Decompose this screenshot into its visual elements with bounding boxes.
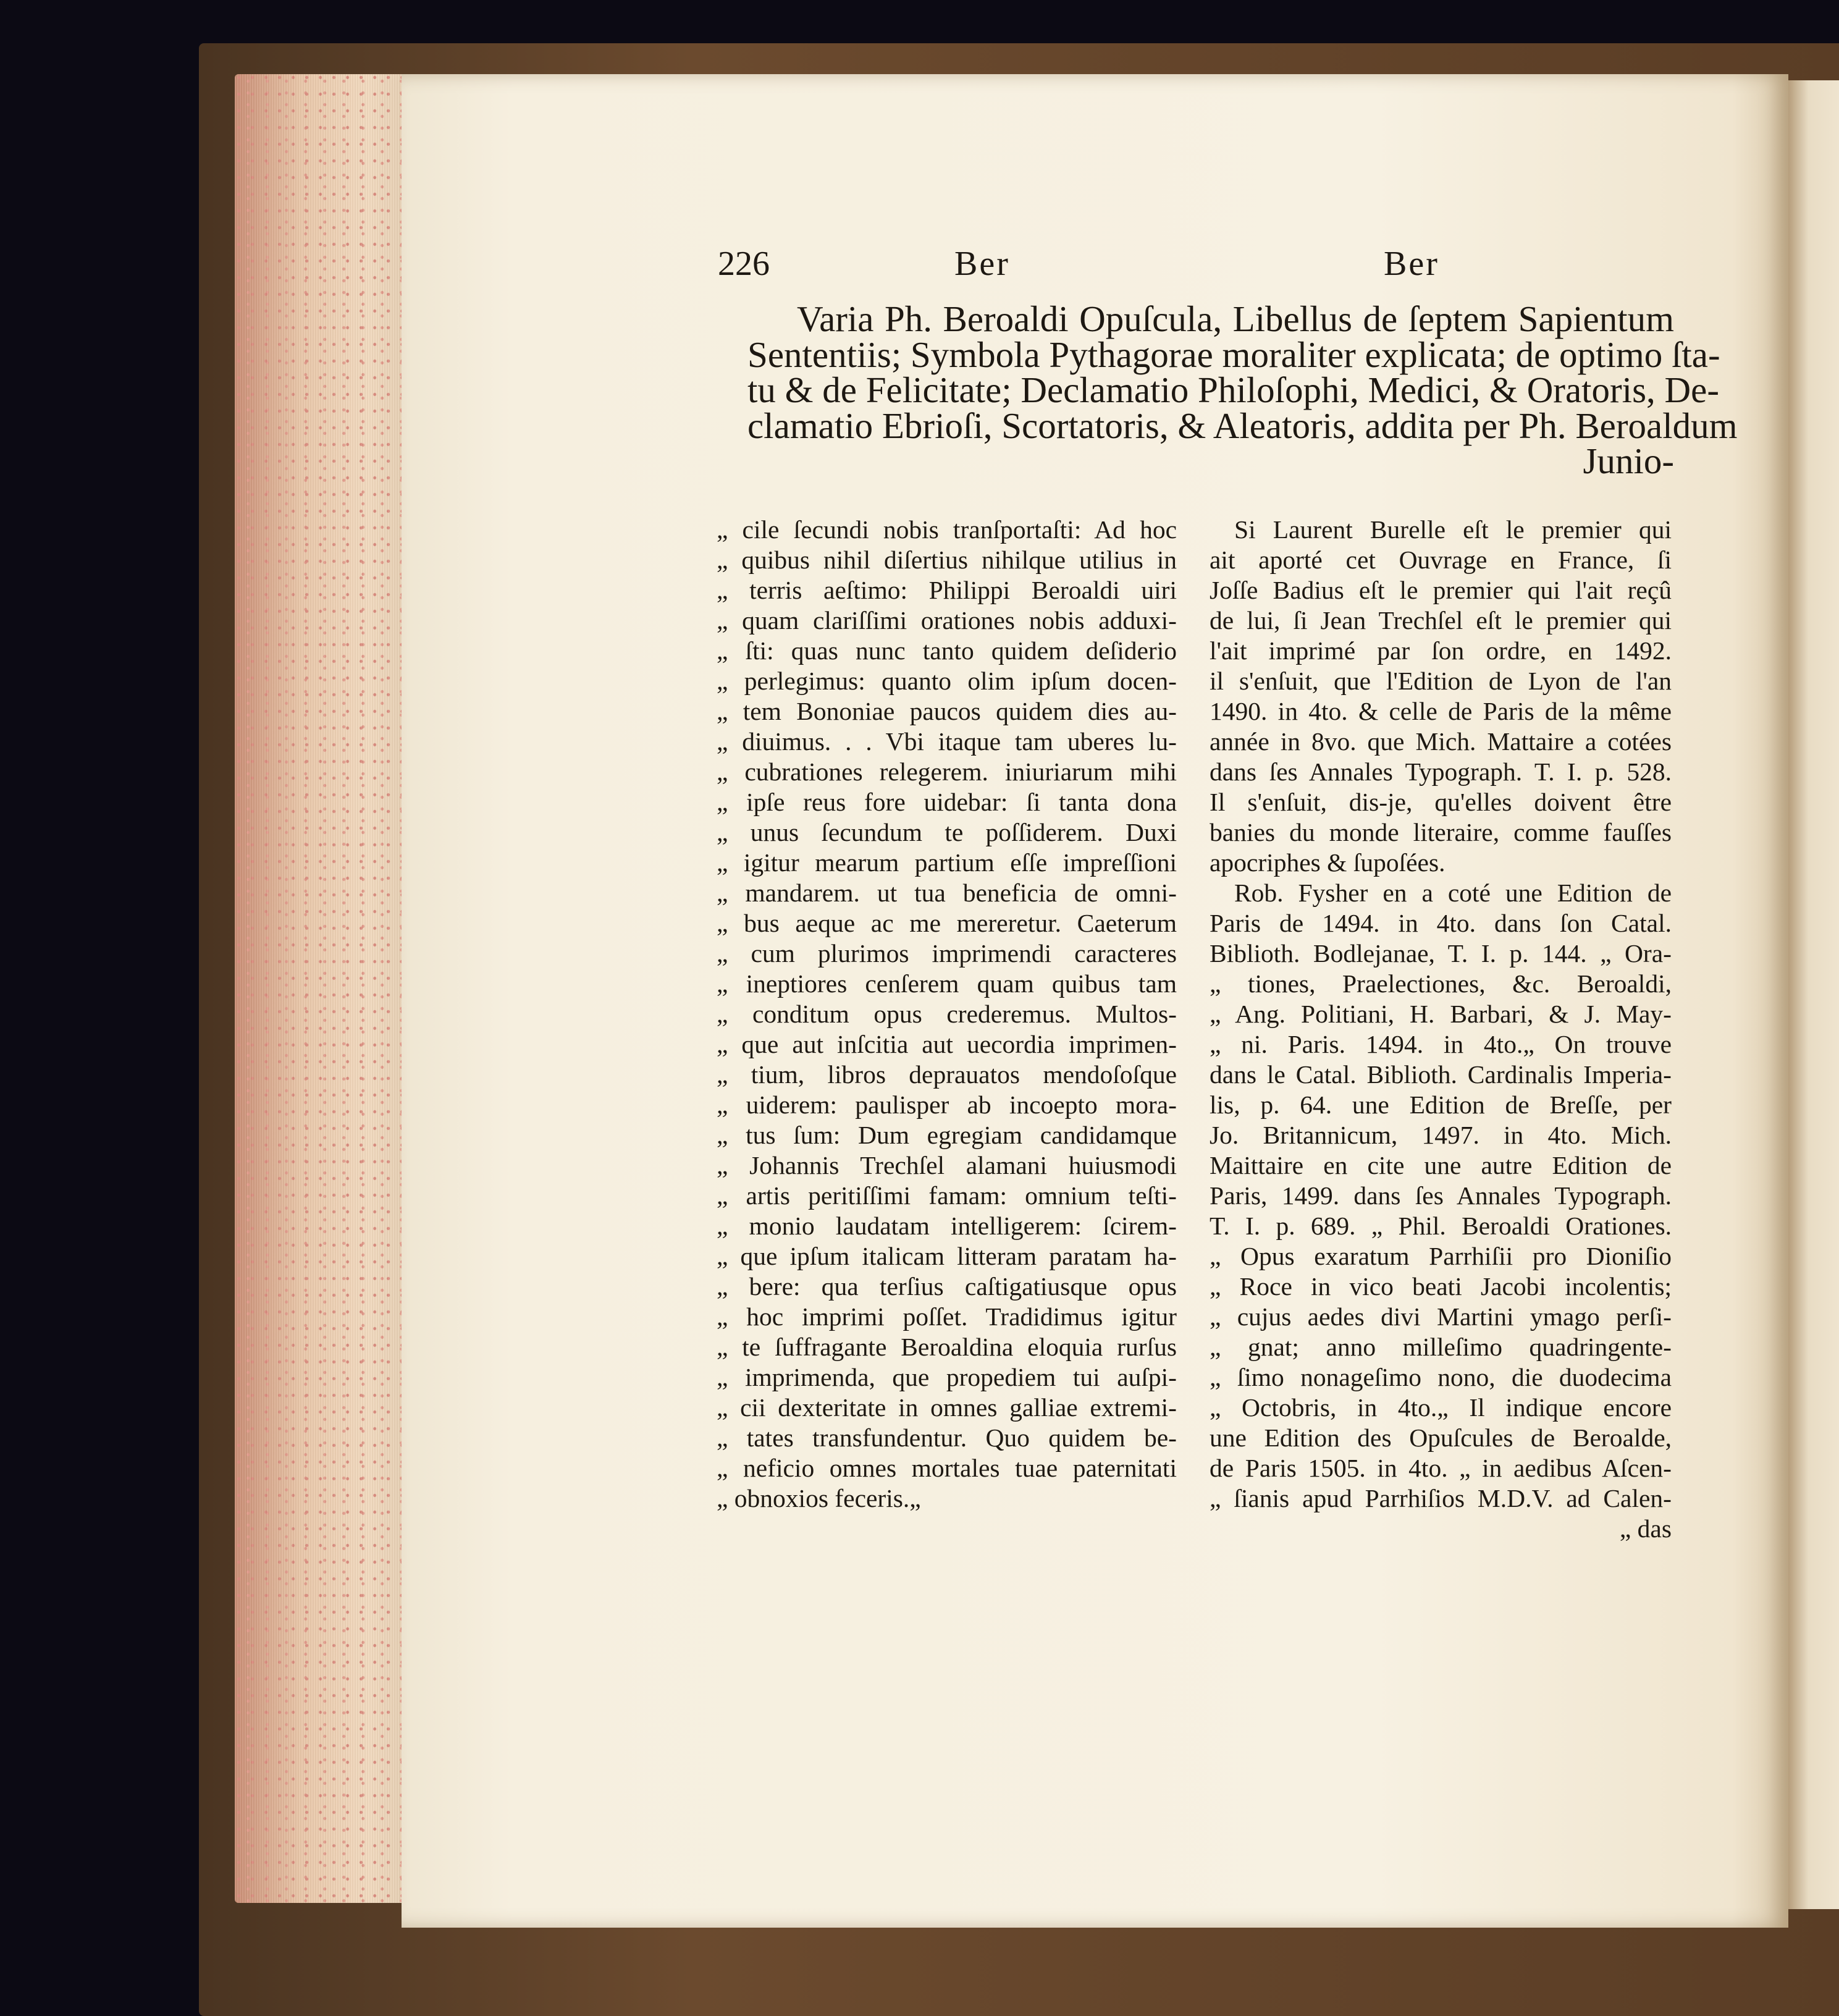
right-column-line: „ Ang. Politiani, H. Barbari, & J. May- (1210, 1000, 1672, 1028)
left-column-line: „ cii dexteritate in omnes galliae extremi- (717, 1393, 1177, 1422)
right-column-line: Paris, 1499. dans ſes Annales Typograph. (1210, 1181, 1672, 1210)
right-column-line: de lui, ſi Jean Trechſel eſt le premier qui (1210, 606, 1672, 635)
right-column-line: ait aporté cet Ouvrage en France, ſi (1210, 546, 1672, 574)
left-column-line: „ igitur mearum partium eſſe impreſſioni (717, 848, 1177, 877)
right-column-line: „ Roce in vico beati Jacobi incolentis; (1210, 1272, 1672, 1301)
left-column-line: „ quam clariſſimi orationes nobis adduxi- (717, 606, 1177, 635)
right-column-line: „ das (1619, 1514, 1672, 1543)
left-column-line: „ tem Bononiae paucos quidem dies au- (717, 697, 1177, 725)
left-column-line: „ diuimus. . . Vbi itaque tam uberes lu- (717, 727, 1177, 756)
left-column-line: „ Johannis Trechſel alamani huiusmodi (717, 1151, 1177, 1179)
left-column-line: „ bus aeque ac me mereretur. Caeterum (717, 909, 1177, 937)
right-column-line: „ ni. Paris. 1494. in 4to.„ On trouve (1210, 1030, 1672, 1058)
left-column-line: „ cubrationes relegerem. iniuriarum mihi (717, 757, 1177, 786)
right-column-line: „ cujus aedes divi Martini ymago perſi- (1210, 1302, 1672, 1331)
intro-line: tu & de Felicitate; Declamatio Philoſophi, Medici, & Oratoris, De- (747, 369, 1719, 410)
right-column-line: „ ſianis apud Parrhiſios M.D.V. ad Calen- (1210, 1484, 1672, 1512)
right-column-line: T. I. p. 689. „ Phil. Beroaldi Orationes. (1210, 1212, 1672, 1240)
right-column-line: dans le Catal. Biblioth. Cardinalis Imperia- (1210, 1060, 1672, 1089)
left-column-line: „ uiderem: paulisper ab incoepto mora- (717, 1090, 1177, 1119)
left-column-line: „ obnoxios feceris.„ (717, 1484, 921, 1512)
left-column-line: „ tus ſum: Dum egregiam candidamque (717, 1121, 1177, 1149)
intro-line: Sententiis; Symbola Pythagorae moraliter explicata; de optimo ſta- (747, 334, 1720, 375)
left-column-line: „ terris aeſtimo: Philippi Beroaldi uiri (717, 576, 1177, 604)
page-number: 226 (718, 245, 770, 283)
right-column-line: de Paris 1505. in 4to. „ in aedibus Aſcen- (1210, 1454, 1672, 1482)
left-column-line: „ imprimenda, que propediem tui auſpi- (717, 1363, 1177, 1391)
right-column-line: Si Laurent Burelle eſt le premier qui (1234, 515, 1672, 544)
right-column-line: une Edition des Opuſcules de Beroalde, (1210, 1423, 1672, 1452)
left-column-line: „ cile ſecundi nobis tranſportaſti: Ad hoc (717, 515, 1177, 544)
intro-line: clamatio Ebrioſi, Scortatoris, & Aleatoris, addita per Ph. Beroaldum (747, 405, 1738, 446)
right-column-line: „ Opus exaratum Parrhiſii pro Dioniſio (1210, 1242, 1672, 1270)
intro-line: Varia Ph. Beroaldi Opuſcula, Libellus de ſeptem Sapientum (797, 298, 1674, 339)
left-column (717, 515, 1177, 1514)
right-column-line: dans ſes Annales Typograph. T. I. p. 528. (1210, 757, 1672, 786)
right-column-line: banies du monde literaire, comme fauſſes (1210, 818, 1672, 846)
right-column-line: „ tiones, Praelectiones, &c. Beroaldi, (1210, 969, 1672, 998)
right-column-line: Biblioth. Bodlejanae, T. I. p. 144. „ Ora- (1210, 939, 1672, 968)
right-column-line: „ Octobris, in 4to.„ Il indique encore (1210, 1393, 1672, 1422)
left-column-line: „ ſti: quas nunc tanto quidem deſiderio (717, 636, 1177, 665)
page-edges (235, 74, 402, 1903)
right-column-line: apocriphes & ſupoſées. (1210, 848, 1446, 877)
right-column (1210, 515, 1672, 1544)
left-column-line: „ que ipſum italicam litteram paratam ha- (717, 1242, 1177, 1270)
left-column-line: „ artis peritiſſimi famam: omnium teſti- (717, 1181, 1177, 1210)
facing-page-edge (1788, 80, 1839, 1909)
right-column-line: Jo. Britannicum, 1497. in 4to. Mich. (1210, 1121, 1672, 1149)
left-column-line: „ monio laudatam intelligerem: ſcirem- (717, 1212, 1177, 1240)
left-column-line: „ unus ſecundum te poſſiderem. Duxi (717, 818, 1177, 846)
intro-line: Junio- (1583, 441, 1674, 481)
left-column-line: „ ineptiores cenſerem quam quibus tam (717, 969, 1177, 998)
left-column-line: „ te ſuffragante Beroaldina eloquia rurſus (717, 1333, 1177, 1361)
left-column-line: „ hoc imprimi poſſet. Tradidimus igitur (717, 1302, 1177, 1331)
right-column-line: Il s'enſuit, dis-je, qu'elles doivent être (1210, 788, 1672, 816)
right-column-line: il s'enſuit, que l'Edition de Lyon de l'an (1210, 667, 1672, 695)
right-column-line: Paris de 1494. in 4to. dans ſon Catal. (1210, 909, 1672, 937)
left-column-line: „ tates transfundentur. Quo quidem be- (717, 1423, 1177, 1452)
left-column-line: „ neficio omnes mortales tuae paternitati (717, 1454, 1177, 1482)
left-column-line: „ quibus nihil diſertius nihilque utilius in (717, 546, 1177, 574)
left-column-line: „ mandarem. ut tua beneficia de omni- (717, 879, 1177, 907)
left-column-line: „ que aut inſcitia aut uecordia imprimen- (717, 1030, 1177, 1058)
left-column-line: „ tium, libros deprauatos mendoſoſque (717, 1060, 1177, 1089)
right-column-line: „ ſimo nonageſimo nono, die duodecima (1210, 1363, 1672, 1391)
left-column-line: „ bere: qua terſius caſtigatiusque opus (717, 1272, 1177, 1301)
running-head-right: Ber (1384, 245, 1439, 283)
left-column-line: „ conditum opus crederemus. Multos- (717, 1000, 1177, 1028)
right-column-line: 1490. in 4to. & celle de Paris de la même (1210, 697, 1672, 725)
right-column-line: année in 8vo. que Mich. Mattaire a cotées (1210, 727, 1672, 756)
right-column-line: Joſſe Badius eſt le premier qui l'ait reçû (1210, 576, 1672, 604)
right-column-line: Maittaire en cite une autre Edition de (1210, 1151, 1672, 1179)
right-column-line: Rob. Fysher en a coté une Edition de (1234, 879, 1672, 907)
left-column-line: „ cum plurimos imprimendi caracteres (717, 939, 1177, 968)
right-column-line: l'ait imprimé par ſon ordre, en 1492. (1210, 636, 1672, 665)
right-column-line: lis, p. 64. une Edition de Breſſe, per (1210, 1090, 1672, 1119)
intro-paragraph (747, 298, 1738, 481)
left-column-line: „ ipſe reus fore uidebar: ſi tanta dona (717, 788, 1177, 816)
left-column-line: „ perlegimus: quanto olim ipſum docen- (717, 667, 1177, 695)
running-head-left: Ber (954, 245, 1010, 283)
right-column-line: „ gnat; anno milleſimo quadringente- (1210, 1333, 1672, 1361)
